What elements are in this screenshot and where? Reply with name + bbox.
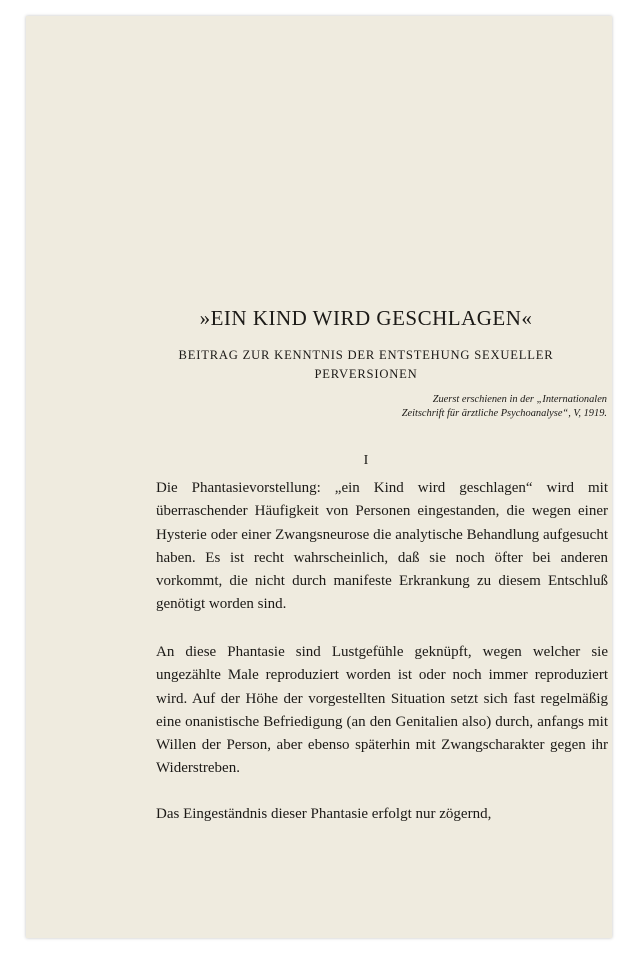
book-page (26, 16, 612, 938)
page-title: »EIN KIND WIRD GESCHLAGEN« (199, 306, 533, 330)
source-note: Zuerst erschienen in der „Internationalen Zeitschrift für ärztliche Psychoanalyse“, V, 1919. (401, 394, 607, 419)
paragraph-1: Die Phantasievorstellung: „ein Kind wird geschlagen“ wird mit überraschender Häufigkeit von Personen eingestanden, die wegen einer Hysterie oder einer Zwangsneurose die analytische Behandlung aufgesucht haben. Es ist recht wahrscheinlich, daß sie noch öfter bei anderen vorkommt, die nicht durch manifeste Erkrankung zu diesem Entschluß genötigt worden sind. (156, 480, 608, 613)
paragraph-3: Das Eingeständnis dieser Phantasie erfolgt nur zögernd, (156, 806, 492, 822)
subtitle: BEITRAG ZUR KENNTNIS DER ENTSTEHUNG SEXUELLER PERVERSIONEN (178, 348, 554, 381)
paragraph-2: An diese Phantasie sind Lustgefühle geknüpft, wegen welcher sie ungezählte Male reproduziert worden ist oder noch immer reproduziert wird. Auf der Höhe der vorgestellten Situation setzt sich fast regelmäßig eine onanistische Befriedigung (an den Genitalien also) durch, anfangs mit Willen der Person, aber ebenso späterhin mit Zwangscharakter gegen ihr Widerstreben. (156, 644, 608, 777)
section-number: I (363, 453, 369, 468)
